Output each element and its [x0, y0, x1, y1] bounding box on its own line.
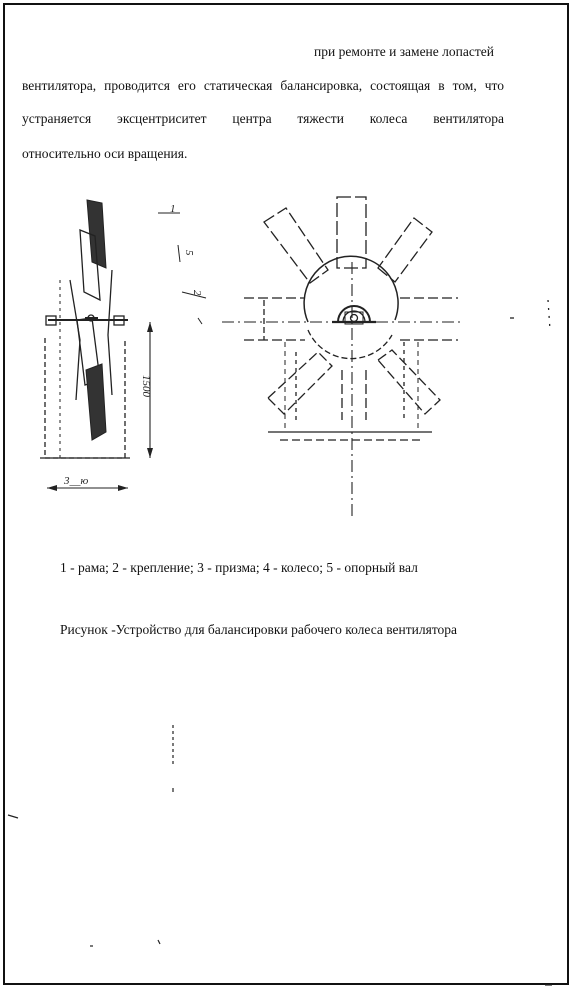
paragraph-line-4: относительно оси вращения. — [22, 146, 188, 161]
callout-marks — [158, 213, 206, 324]
paragraph-line-1: при ремонте и замене лопастей — [314, 44, 494, 59]
front-view — [222, 197, 550, 520]
dimension-bottom-label: 3__ю — [64, 475, 89, 487]
figure-legend: 1 - рама; 2 - крепление; 3 - призма; 4 - колесо; 5 - опорный вал — [60, 560, 418, 575]
paragraph-line-3: устраняется эксцентриситет центра тяжести колеса вентилятора — [22, 111, 504, 126]
side-view — [40, 200, 153, 491]
callout-5: 5 — [183, 250, 195, 256]
callout-2: 2 — [191, 290, 203, 296]
paragraph-line-2: вентилятора, проводится его статическая балансировка, состоящая в том, что — [22, 78, 504, 93]
figure-caption: Рисунок -Устройство для балансировки рабочего колеса вентилятора — [60, 622, 458, 637]
stray-marks — [8, 725, 552, 985]
callout-1: 1 — [170, 203, 176, 215]
dimension-1500-label: 1500 — [140, 375, 152, 397]
